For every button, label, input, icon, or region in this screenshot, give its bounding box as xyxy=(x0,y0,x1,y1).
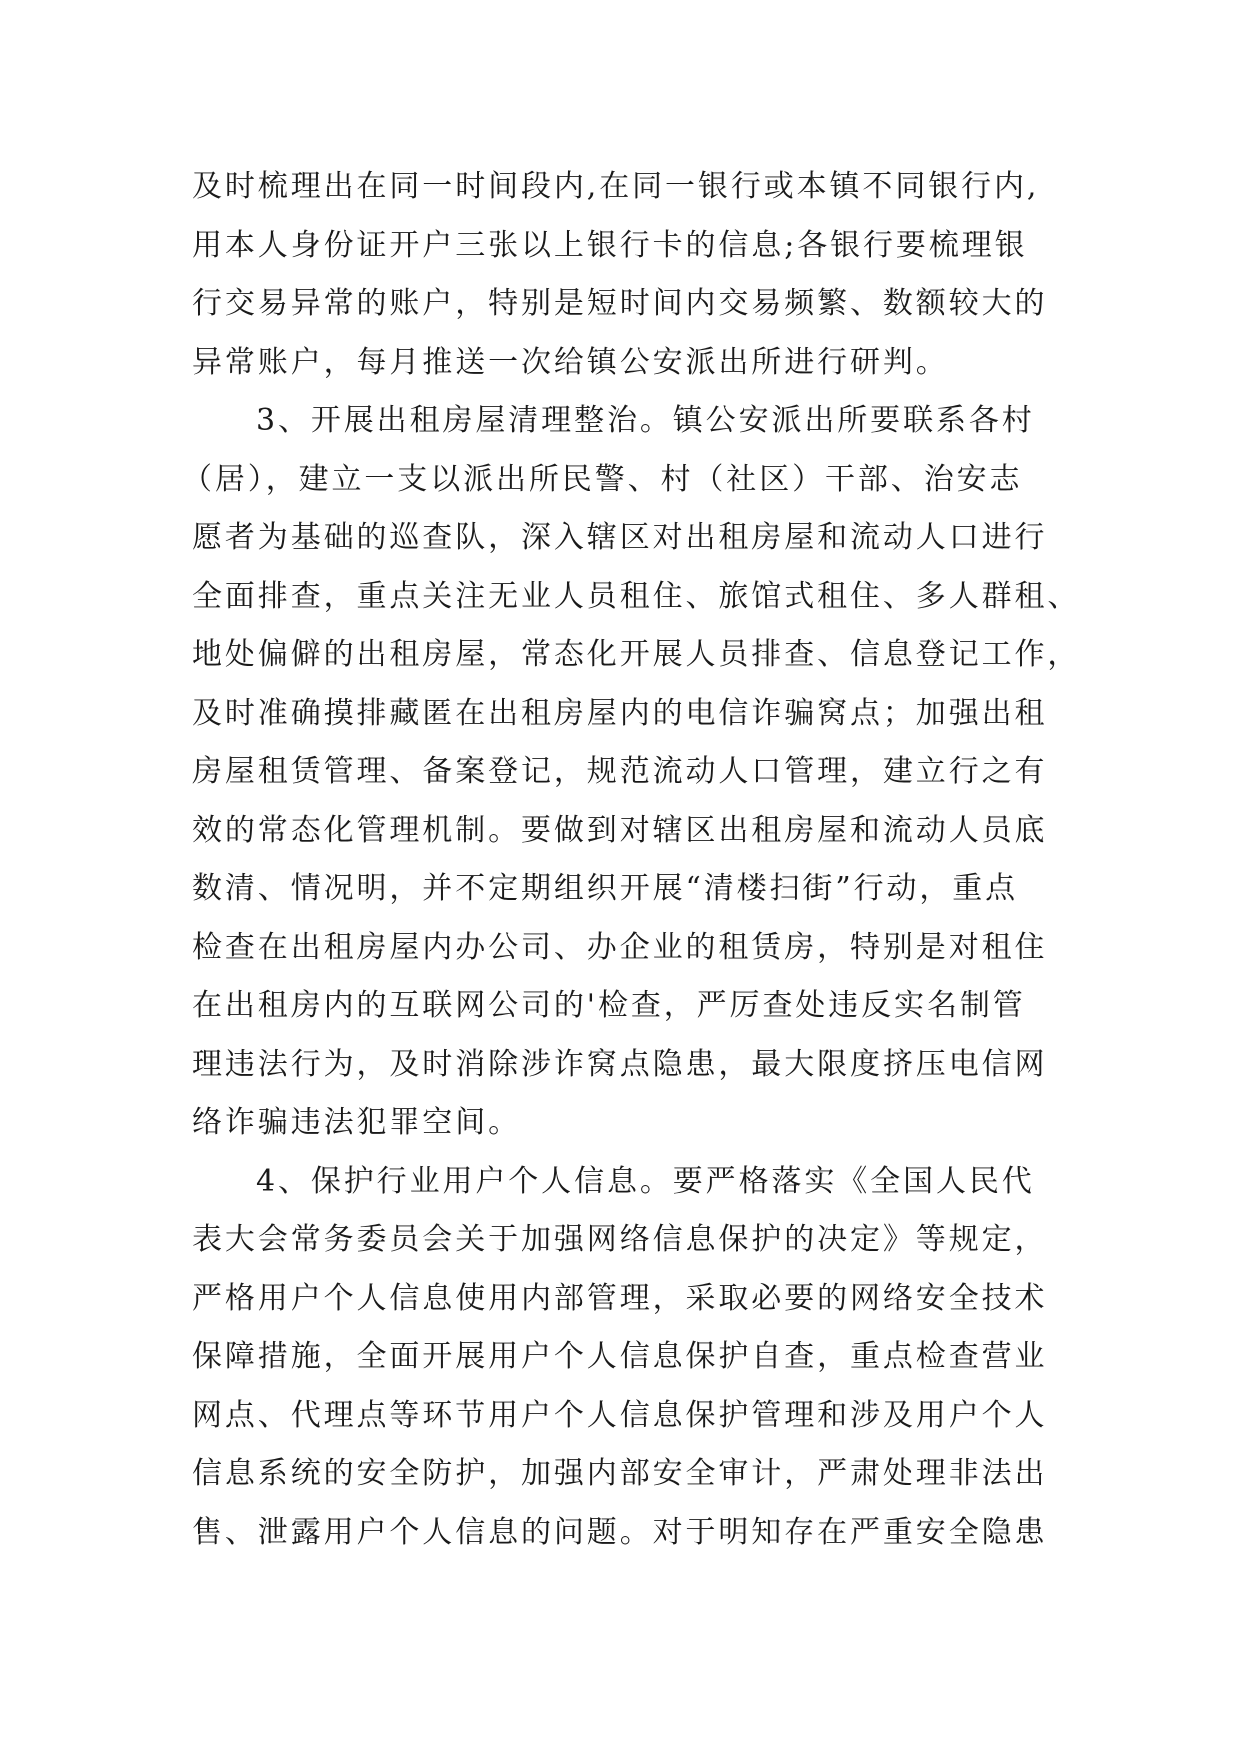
text-line: 用本人身份证开户三张以上银行卡的信息;各银行要梳理银 xyxy=(192,227,1028,263)
text-line: 3、开展出租房屋清理整治。镇公安派出所要联系各村 xyxy=(256,403,1035,438)
text-line: 愿者为基础的巡查队，深入辖区对出租房屋和流动人口进行 xyxy=(192,520,1048,555)
paragraph-user-info-protection xyxy=(192,1153,1070,1563)
text-line: 保障措施，全面开展用户个人信息保护自查，重点检查营业 xyxy=(192,1339,1048,1374)
paragraph-bank-accounts xyxy=(192,158,1070,392)
text-line: （居），建立一支以派出所民警、村（社区）干部、治安志 xyxy=(182,461,1023,497)
text-line: 在出租房内的互联网公司的'检查，严厉查处违反实名制管 xyxy=(192,988,1026,1023)
text-line: 络诈骗违法犯罪空间。 xyxy=(192,1105,521,1140)
text-line: 及时准确摸排藏匿在出租房屋内的电信诈骗窝点；加强出租 xyxy=(192,695,1048,731)
text-line: 效的常态化管理机制。要做到对辖区出租房屋和流动人员底 xyxy=(192,812,1048,848)
document-body xyxy=(182,158,1081,1562)
text-line: 表大会常务委员会关于加强网络信息保护的决定》等规定， xyxy=(192,1222,1048,1257)
text-line: 理违法行为，及时消除涉诈窝点隐患，最大限度挤压电信网 xyxy=(192,1046,1048,1082)
text-line: 数清、情况明，并不定期组织开展“清楼扫街”行动，重点 xyxy=(192,871,1019,906)
text-line: 地处偏僻的出租房屋，常态化开展人员排查、信息登记工作， xyxy=(192,637,1081,672)
text-line: 检查在出租房屋内办公司、办企业的租赁房，特别是对租住 xyxy=(192,929,1048,965)
paragraph-rental-housing xyxy=(182,392,1081,1153)
text-line: 售、泄露用户个人信息的问题。对于明知存在严重安全隐患 xyxy=(192,1514,1048,1550)
text-line: 异常账户，每月推送一次给镇公安派出所进行研判。 xyxy=(192,344,949,380)
text-line: 严格用户个人信息使用内部管理，采取必要的网络安全技术 xyxy=(192,1280,1048,1316)
text-line: 全面排查，重点关注无业人员租住、旅馆式租住、多人群租、 xyxy=(192,578,1081,614)
text-line: 网点、代理点等环节用户个人信息保护管理和涉及用户个人 xyxy=(192,1397,1048,1433)
text-line: 4、保护行业用户个人信息。要严格落实《全国人民代 xyxy=(256,1163,1035,1199)
text-line: 信息系统的安全防护，加强内部安全审计，严肃处理非法出 xyxy=(192,1456,1048,1491)
text-line: 行交易异常的账户，特别是短时间内交易频繁、数额较大的 xyxy=(192,286,1048,321)
text-line: 及时梳理出在同一时间段内,在同一银行或本镇不同银行内, xyxy=(192,169,1040,204)
text-line: 房屋租赁管理、备案登记，规范流动人口管理，建立行之有 xyxy=(192,754,1048,789)
